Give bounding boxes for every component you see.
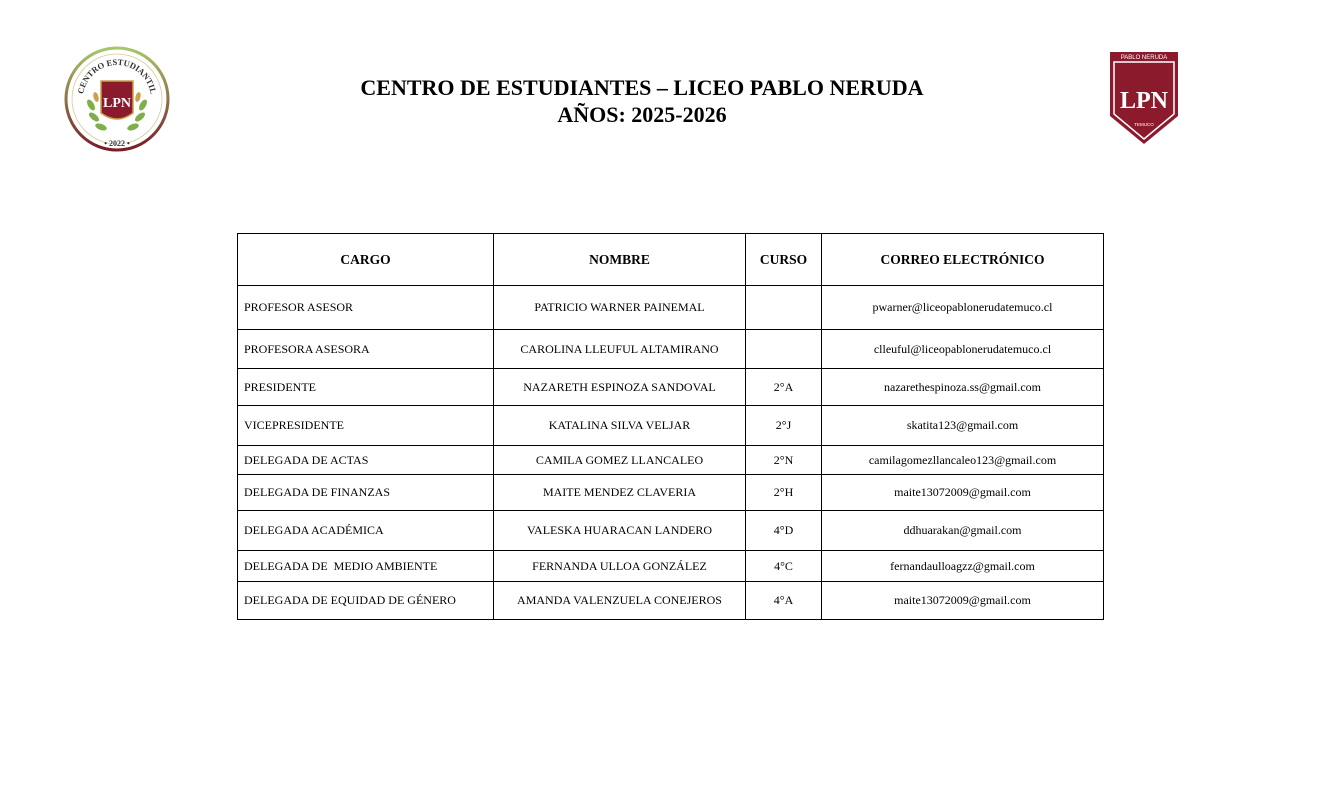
header-nombre: NOMBRE bbox=[494, 234, 746, 286]
table-header-row bbox=[238, 234, 1104, 286]
cell-cargo: DELEGADA DE ACTAS bbox=[238, 446, 494, 475]
cell-curso: 2°J bbox=[746, 406, 822, 446]
cell-correo: maite13072009@gmail.com bbox=[822, 582, 1104, 620]
cell-nombre: NAZARETH ESPINOZA SANDOVAL bbox=[494, 369, 746, 406]
cell-cargo: DELEGADA DE MEDIO AMBIENTE bbox=[238, 551, 494, 582]
cell-curso bbox=[746, 330, 822, 369]
cell-correo: pwarner@liceopablonerudatemuco.cl bbox=[822, 286, 1104, 330]
cell-cargo: DELEGADA DE FINANZAS bbox=[238, 475, 494, 511]
cell-cargo: VICEPRESIDENTE bbox=[238, 406, 494, 446]
svg-text:CENTRO ESTUDIANTIL: CENTRO ESTUDIANTIL bbox=[75, 56, 159, 95]
cell-correo: ddhuarakan@gmail.com bbox=[822, 511, 1104, 551]
table-row bbox=[238, 475, 1104, 511]
cell-curso: 2°H bbox=[746, 475, 822, 511]
cell-nombre: MAITE MENDEZ CLAVERIA bbox=[494, 475, 746, 511]
table-row bbox=[238, 511, 1104, 551]
cell-curso: 4°C bbox=[746, 551, 822, 582]
cell-curso: 2°N bbox=[746, 446, 822, 475]
cell-curso: 2°A bbox=[746, 369, 822, 406]
header-curso: CURSO bbox=[746, 234, 822, 286]
table-row bbox=[238, 286, 1104, 330]
cell-correo: maite13072009@gmail.com bbox=[822, 475, 1104, 511]
cell-cargo: PROFESOR ASESOR bbox=[238, 286, 494, 330]
cell-nombre: FERNANDA ULLOA GONZÁLEZ bbox=[494, 551, 746, 582]
student-council-table bbox=[237, 233, 1104, 620]
cell-correo: nazarethespinoza.ss@gmail.com bbox=[822, 369, 1104, 406]
cell-curso bbox=[746, 286, 822, 330]
title-line-1: CENTRO DE ESTUDIANTES – LICEO PABLO NERUDA bbox=[360, 75, 924, 100]
cell-nombre: KATALINA SILVA VELJAR bbox=[494, 406, 746, 446]
svg-text:TEMUCO: TEMUCO bbox=[1134, 122, 1154, 127]
table-row bbox=[238, 582, 1104, 620]
cell-cargo: DELEGADA ACADÉMICA bbox=[238, 511, 494, 551]
cell-cargo: DELEGADA DE EQUIDAD DE GÉNERO bbox=[238, 582, 494, 620]
table-row bbox=[238, 330, 1104, 369]
table-row bbox=[238, 446, 1104, 475]
svg-text:PABLO NERUDA: PABLO NERUDA bbox=[1120, 55, 1168, 61]
cell-correo: clleuful@liceopablonerudatemuco.cl bbox=[822, 330, 1104, 369]
table-row bbox=[238, 551, 1104, 582]
page-title bbox=[0, 74, 1284, 128]
svg-text:• 2022 •: • 2022 • bbox=[104, 139, 130, 148]
table-row bbox=[238, 369, 1104, 406]
svg-text:LPN: LPN bbox=[1120, 88, 1168, 114]
cell-nombre: CAMILA GOMEZ LLANCALEO bbox=[494, 446, 746, 475]
cell-curso: 4°D bbox=[746, 511, 822, 551]
header-cargo: CARGO bbox=[238, 234, 494, 286]
svg-text:LPN: LPN bbox=[103, 96, 131, 111]
cell-nombre: PATRICIO WARNER PAINEMAL bbox=[494, 286, 746, 330]
cell-cargo: PRESIDENTE bbox=[238, 369, 494, 406]
cell-curso: 4°A bbox=[746, 582, 822, 620]
liceo-pablo-neruda-shield-icon bbox=[1108, 50, 1180, 146]
cell-nombre: CAROLINA LLEUFUL ALTAMIRANO bbox=[494, 330, 746, 369]
cell-cargo: PROFESORA ASESORA bbox=[238, 330, 494, 369]
table-row bbox=[238, 406, 1104, 446]
cell-correo: camilagomezllancaleo123@gmail.com bbox=[822, 446, 1104, 475]
header-correo: CORREO ELECTRÓNICO bbox=[822, 234, 1104, 286]
cell-nombre: AMANDA VALENZUELA CONEJEROS bbox=[494, 582, 746, 620]
cell-correo: fernandaulloagzz@gmail.com bbox=[822, 551, 1104, 582]
title-line-2: AÑOS: 2025-2026 bbox=[557, 102, 727, 127]
cell-correo: skatita123@gmail.com bbox=[822, 406, 1104, 446]
cell-nombre: VALESKA HUARACAN LANDERO bbox=[494, 511, 746, 551]
